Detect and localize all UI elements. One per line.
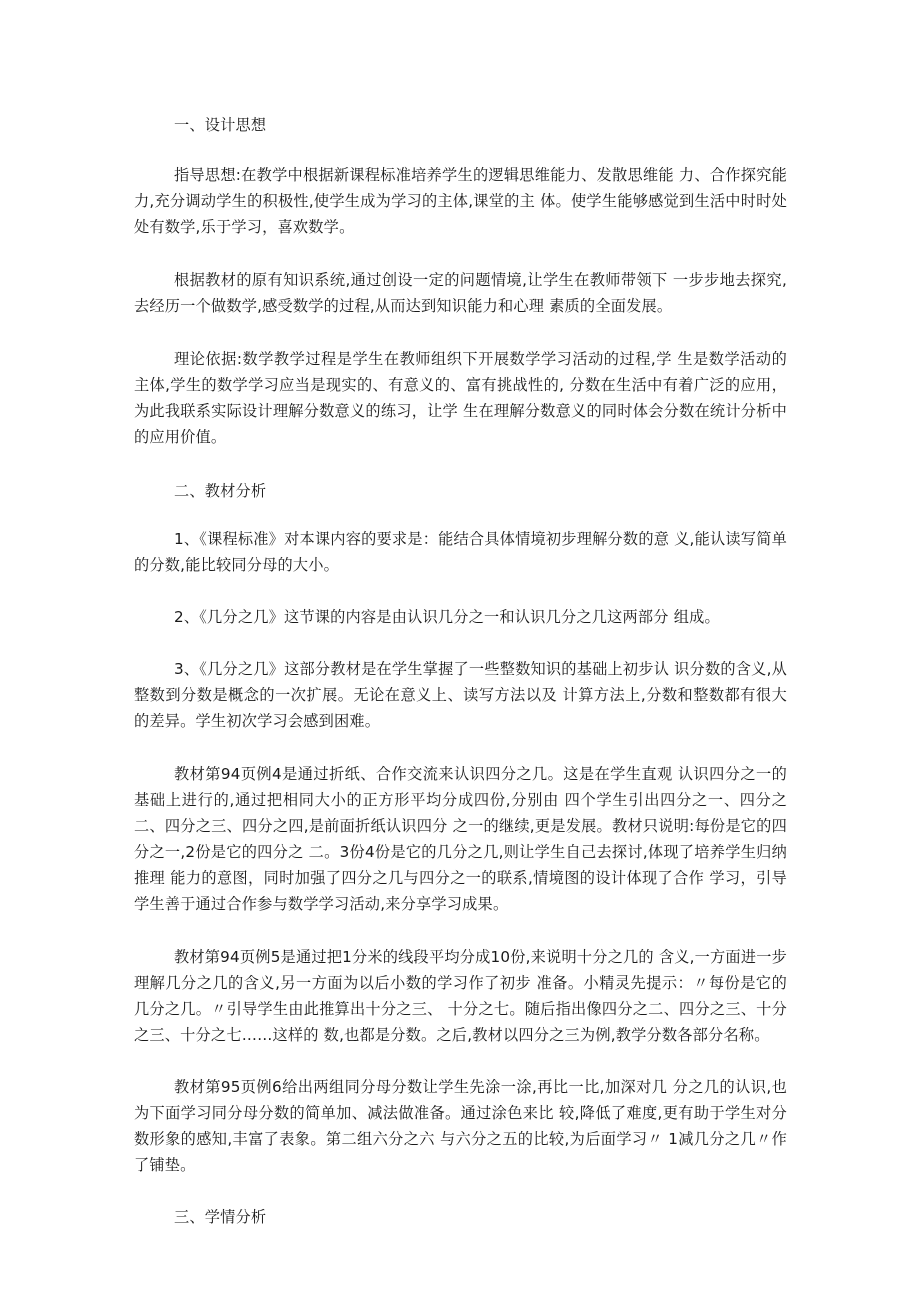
paragraph-lesson-content: 2、《几分之几》这节课的内容是由认识几分之一和认识几分之几这两部分 组成。 <box>174 608 720 626</box>
section-heading-textbook-analysis: 二、教材分析 <box>174 482 267 500</box>
document-page <box>134 112 787 1230</box>
paragraph-theory-basis: 理论依据:数学教学过程是学生在教师组织下开展数学学习活动的过程,学 生是数学活动的主体,学生的数学学习应当是现实的、有意义的、富有挑战性的, 分数在生活中有着广泛的应用，为此我联系实际设计理解分数意义的练习，让学 生在理解分数意义的同时体会分数在统计分析中的应用价值。 <box>134 350 787 446</box>
paragraph-example-6: 教材第95页例6给出两组同分母分数让学生先涂一涂,再比一比,加深对几 分之几的认识,也为下面学习同分母分数的简单加、减法做准备。通过涂色来比 较,降低了难度,更有助于学生对分数形象的感知,丰富了表象。第二组六分之六 与六分之五的比较,为后面学习〃 1减几分之几〃作了铺垫。 <box>134 1078 787 1174</box>
paragraph-guiding-idea: 指导思想:在教学中根据新课程标准培养学生的逻辑思维能力、发散思维能 力、合作探究能力,充分调动学生的积极性,使学生成为学习的主体,课堂的主 体。使学生能够感觉到生活中时时处处有数学,乐于学习，喜欢数学。 <box>134 166 787 236</box>
paragraph-curriculum-standard: 1、《课程标准》对本课内容的要求是：能结合具体情境初步理解分数的意 义,能认读写简单的分数,能比较同分母的大小。 <box>134 530 787 574</box>
paragraph-textbook-basis: 根据教材的原有知识系统,通过创设一定的问题情境,让学生在教师带领下 一步步地去探究,去经历一个做数学,感受数学的过程,从而达到知识能力和心理 素质的全面发展。 <box>134 271 787 315</box>
paragraph-example-5: 教材第94页例5是通过把1分米的线段平均分成10份,来说明十分之几的 含义,一方面进一步理解几分之几的含义,另一方面为以后小数的学习作了初步 准备。小精灵先提示：〃每份是它的几分之几。〃引导学生由此推算出十分之三、 十分之七。随后指出像四分之二、四分之三、十分之三、十分之七……这样的 数,也都是分数。之后,教材以四分之三为例,教学分数各部分名称。 <box>134 948 787 1044</box>
section-heading-design-idea: 一、设计思想 <box>174 116 267 134</box>
section-heading-student-analysis: 三、学情分析 <box>174 1208 267 1226</box>
paragraph-textbook-section: 3、《几分之几》这部分教材是在学生掌握了一些整数知识的基础上初步认 识分数的含义,从整数到分数是概念的一次扩展。无论在意义上、读写方法以及 计算方法上,分数和整数都有很大的差异。学生初次学习会感到困难。 <box>134 660 787 730</box>
paragraph-example-4: 教材第94页例4是通过折纸、合作交流来认识四分之几。这是在学生直观 认识四分之一的基础上进行的,通过把相同大小的正方形平均分成四份,分别由 四个学生引出四分之一、四分之二、四分之三、四分之四,是前面折纸认识四分 之一的继续,更是发展。教材只说明:每份是它的四分之一,2份是它的四分之 二。3份4份是它的几分之几,则让学生自己去探讨,体现了培养学生归纳推理 能力的意图，同时加强了四分之几与四分之一的联系,情境图的设计体现了合作 学习，引导学生善于通过合作参与数学学习活动,来分享学习成果。 <box>134 765 787 913</box>
